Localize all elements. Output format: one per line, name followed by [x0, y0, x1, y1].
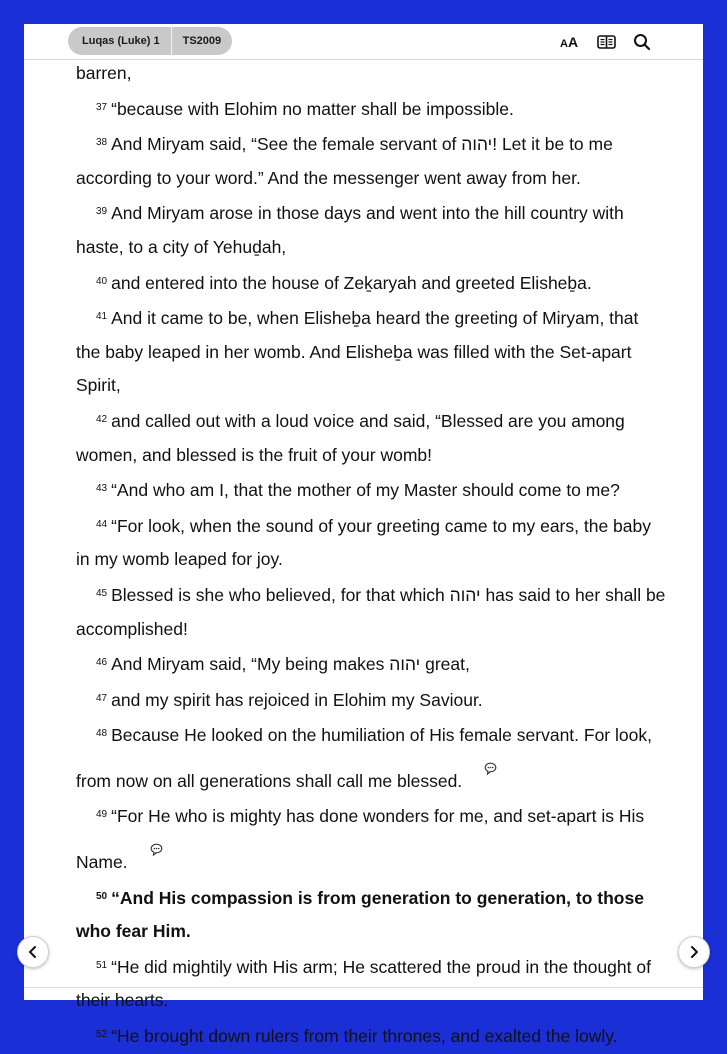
text-size-icon[interactable] [559, 32, 581, 52]
verse-41[interactable] [76, 300, 666, 403]
verse-51[interactable] [76, 949, 666, 1018]
verse-38[interactable] [76, 126, 666, 195]
verse-text: and called out with a loud voice and said, “Blessed are you among women, and blessed is the fruit of your womb! [76, 410, 625, 465]
verse-text: and entered into the house of Zeḵaryah and greeted Elisheḇa. [111, 272, 592, 293]
verse-text: And Miryam arose in those days and went into the hill country with haste, to a city of Yehuḏah, [76, 203, 624, 257]
verse-number: 47 [96, 692, 108, 704]
bottom-divider [24, 987, 703, 988]
version-button[interactable]: TS2009 [182, 35, 222, 47]
verse-39[interactable] [76, 195, 666, 264]
verse-text: “He brought down rulers from their thrones, and exalted the lowly. [111, 1026, 618, 1047]
chapter-text [76, 57, 666, 1054]
verse-52[interactable] [76, 1018, 666, 1054]
header-tools [559, 32, 653, 52]
previous-chapter-button[interactable] [17, 936, 49, 968]
footnote-bubble-icon[interactable] [130, 834, 143, 847]
verse-47[interactable] [76, 682, 666, 718]
verse-text: “For look, when the sound of your greeting came to my ears, the baby in my womb leaped for joy. [76, 515, 651, 570]
verse-37[interactable] [76, 91, 666, 127]
verse-text: And Miryam said, “See the female servant of יהוה! Let it be to me according to your word.” And the messenger went away from her. [76, 134, 613, 188]
verse-number: 41 [96, 311, 108, 323]
verse-text: “because with Elohim no matter shall be impossible. [111, 98, 514, 119]
verse-number: 43 [96, 483, 108, 495]
verse-48[interactable] [76, 717, 666, 798]
verse-number: 44 [96, 518, 108, 530]
svg-text:A: A [560, 38, 568, 50]
verse-text: “And His compassion is from generation to generation, to those who fear Him. [76, 887, 644, 942]
verse-text: Because He looked on the humiliation of His female servant. For look, from now on all generations shall call me blessed. [76, 725, 652, 791]
verse-text: “And who am I, that the mother of my Master should come to me? [111, 480, 620, 501]
verse-number: 37 [96, 101, 108, 113]
verse-number: 42 [96, 413, 108, 425]
verse-number: 45 [96, 587, 108, 599]
verse-number: 40 [96, 275, 108, 287]
verse-text: “For He who is mighty has done wonders for me, and set-apart is His Name. [76, 806, 645, 873]
reader-page [24, 24, 703, 1047]
verse-number: 51 [96, 959, 108, 971]
verse-43[interactable] [76, 472, 666, 508]
verse-42[interactable] [76, 403, 666, 472]
search-icon[interactable] [631, 32, 653, 52]
chevron-left-icon [27, 945, 39, 959]
chevron-right-icon [688, 945, 700, 959]
verse-number: 52 [96, 1029, 108, 1041]
verse-text: Blessed is she who believed, for that which יהוה has said to her shall be accomplished! [76, 584, 666, 639]
reading-mode-icon[interactable] [595, 32, 617, 52]
footnote-bubble-icon[interactable] [464, 753, 477, 766]
verse-number: 46 [96, 657, 108, 669]
verse-number: 39 [96, 206, 108, 218]
verse-text: And it came to be, when Elisheḇa heard the greeting of Miryam, that the baby leaped in her womb. And Elisheḇa was filled with the Set-apart Spirit, [76, 308, 639, 396]
verse-number: 48 [96, 728, 108, 740]
next-chapter-button[interactable] [678, 936, 710, 968]
verse-number: 49 [96, 809, 108, 821]
verse-number: 38 [96, 137, 108, 149]
verse-50[interactable] [76, 880, 666, 949]
verse-continuation: barren, [76, 63, 132, 83]
verse-44[interactable] [76, 508, 666, 577]
verse-number: 50 [96, 890, 108, 902]
verse-49[interactable] [76, 798, 666, 879]
verse-46[interactable] [76, 646, 666, 682]
reader-header [24, 24, 703, 60]
passage-selector [68, 27, 232, 55]
verse-45[interactable] [76, 577, 666, 646]
book-chapter-button[interactable]: Luqas (Luke) 1 [82, 35, 160, 47]
svg-text:A: A [568, 34, 579, 50]
verse-text: “He did mightily with His arm; He scattered the proud in the thought of their hearts. [76, 956, 651, 1011]
verse-text: And Miryam said, “My being makes יהוה great, [111, 654, 470, 675]
verse-40[interactable] [76, 265, 666, 301]
verse-text: and my spirit has rejoiced in Elohim my Saviour. [111, 689, 483, 710]
